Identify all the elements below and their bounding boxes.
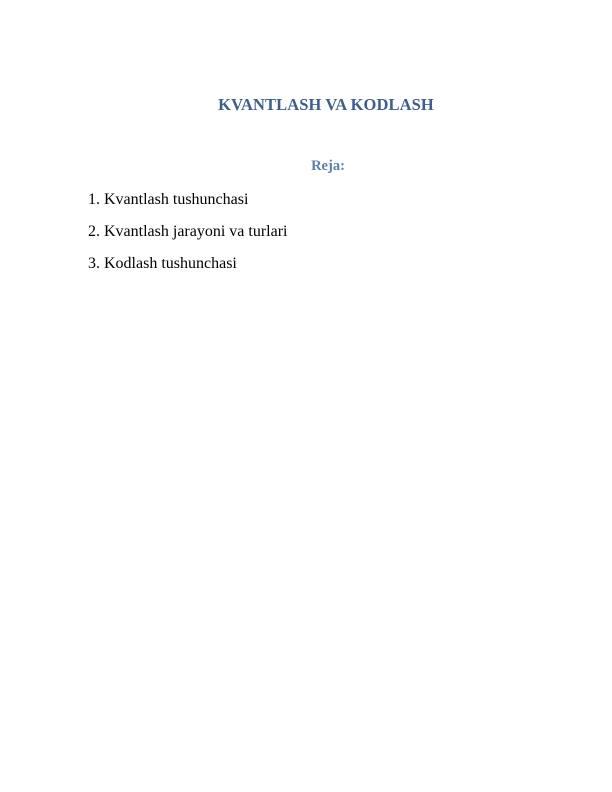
document-title: KVANTLASH VA KODLASH: [218, 95, 434, 114]
plan-list: [88, 189, 288, 285]
plan-item-2: 2. Kvantlash jarayoni va turlari: [88, 223, 288, 240]
plan-item-1: 1. Kvantlash tushunchasi: [88, 191, 249, 208]
plan-item-3: 3. Kodlash tushunchasi: [88, 255, 237, 272]
plan-heading: Reja:: [311, 158, 345, 174]
